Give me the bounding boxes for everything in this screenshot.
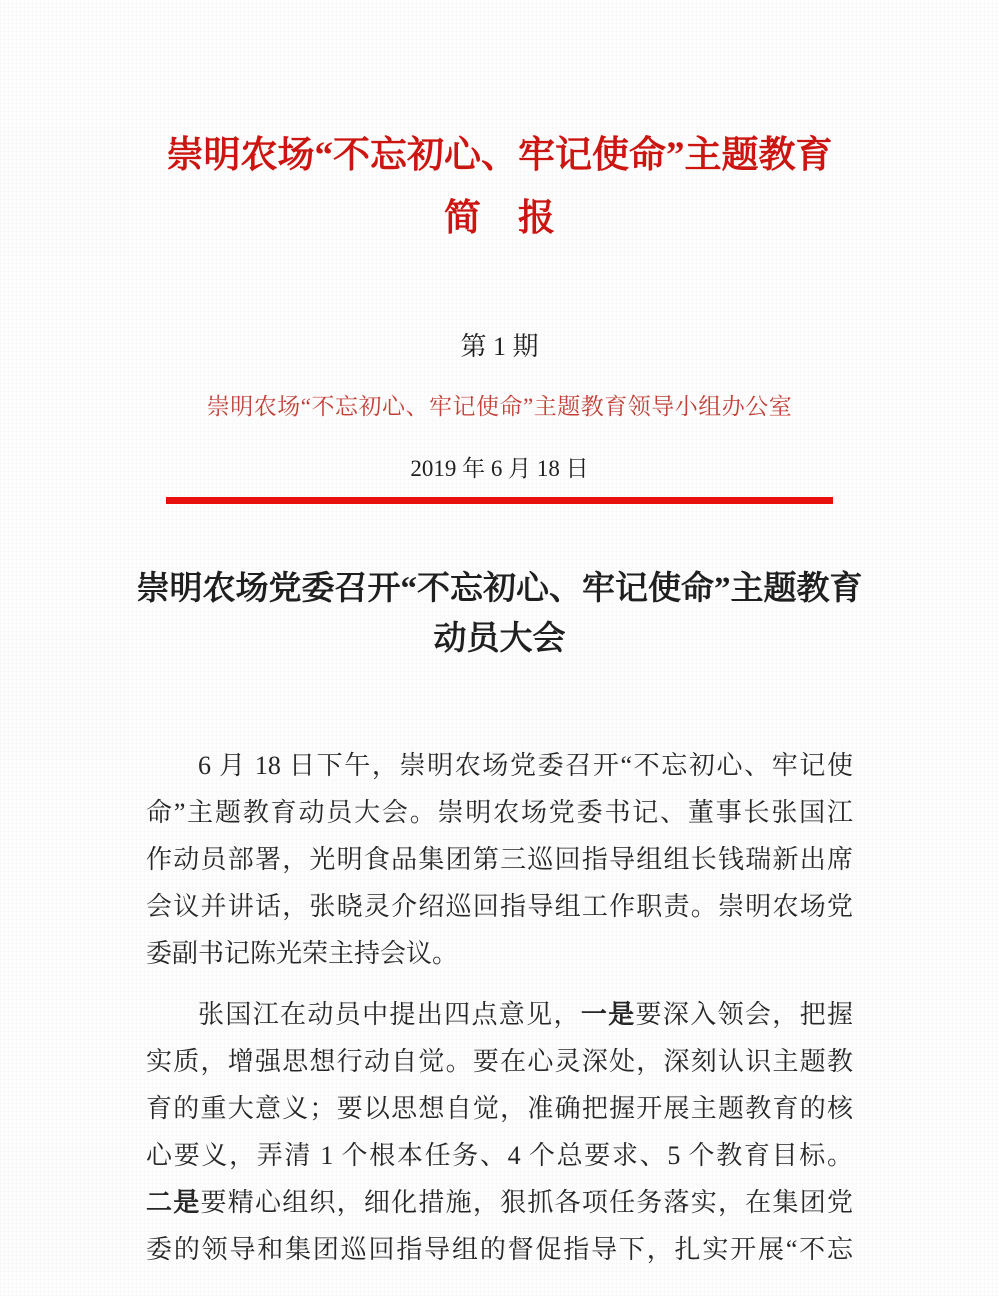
- paragraph: [146, 991, 853, 1273]
- body-line: [146, 1038, 853, 1085]
- article-body: [146, 742, 853, 1273]
- article-heading: [0, 564, 999, 664]
- body-line: [146, 836, 853, 883]
- body-line: [146, 1226, 853, 1273]
- document-title: [0, 0, 999, 250]
- text-segment: 要精心组织，细化措施，狠抓各项任务落实，在集团党: [200, 1188, 853, 1217]
- body-line: [146, 1132, 853, 1179]
- text-segment: 6 月 18 日下午，崇明农场党委召开“不忘初心、牢记使: [198, 751, 853, 780]
- text-segment: 委的领导和集团巡回指导组的督促指导下，扎实开展“不忘: [146, 1235, 853, 1264]
- article-heading-line-2: 动员大会: [433, 621, 566, 657]
- text-segment: 一是: [580, 1000, 636, 1029]
- issuing-office: 崇明农场“不忘初心、牢记使命”主题教育领导小组办公室: [206, 394, 793, 419]
- text-segment: 委副书记陈光荣主持会议。: [146, 939, 459, 968]
- body-line: [146, 930, 853, 977]
- text-segment: 命”主题教育动员大会。崇明农场党委书记、董事长张国江: [146, 798, 853, 827]
- issue-number: 第 1 期: [460, 332, 539, 361]
- text-segment: 二是: [146, 1188, 201, 1217]
- body-line: [146, 991, 853, 1038]
- document-title-line-1: 崇明农场“不忘初心、牢记使命”主题教育: [166, 135, 833, 176]
- text-segment: 张国江在动员中提出四点意见，: [198, 1000, 581, 1029]
- document-title-line-2: 简 报: [444, 198, 555, 239]
- text-segment: 育的重大意义；要以思想自觉，准确把握开展主题教育的核: [146, 1094, 853, 1123]
- text-segment: 作动员部署，光明食品集团第三巡回指导组组长钱瑞新出席: [146, 845, 853, 874]
- text-segment: 心要义，弄清 1 个根本任务、4 个总要求、5 个教育目标。: [146, 1141, 853, 1170]
- body-line: [146, 789, 853, 836]
- masthead-divider-rule: [166, 497, 833, 504]
- text-segment: 实质，增强思想行动自觉。要在心灵深处，深刻认识主题教: [146, 1047, 853, 1076]
- body-line: [146, 742, 853, 789]
- issue-date: 2019 年 6 月 18 日: [410, 456, 589, 481]
- article-heading-line-1: 崇明农场党委召开“不忘初心、牢记使命”主题教育: [136, 571, 863, 607]
- body-line: [146, 883, 853, 930]
- body-line: [146, 1085, 853, 1132]
- text-segment: 会议并讲话，张晓灵介绍巡回指导组工作职责。崇明农场党: [146, 892, 853, 921]
- paragraph: [146, 742, 853, 977]
- body-line: [146, 1179, 853, 1226]
- text-segment: 要深入领会，把握: [635, 1000, 853, 1029]
